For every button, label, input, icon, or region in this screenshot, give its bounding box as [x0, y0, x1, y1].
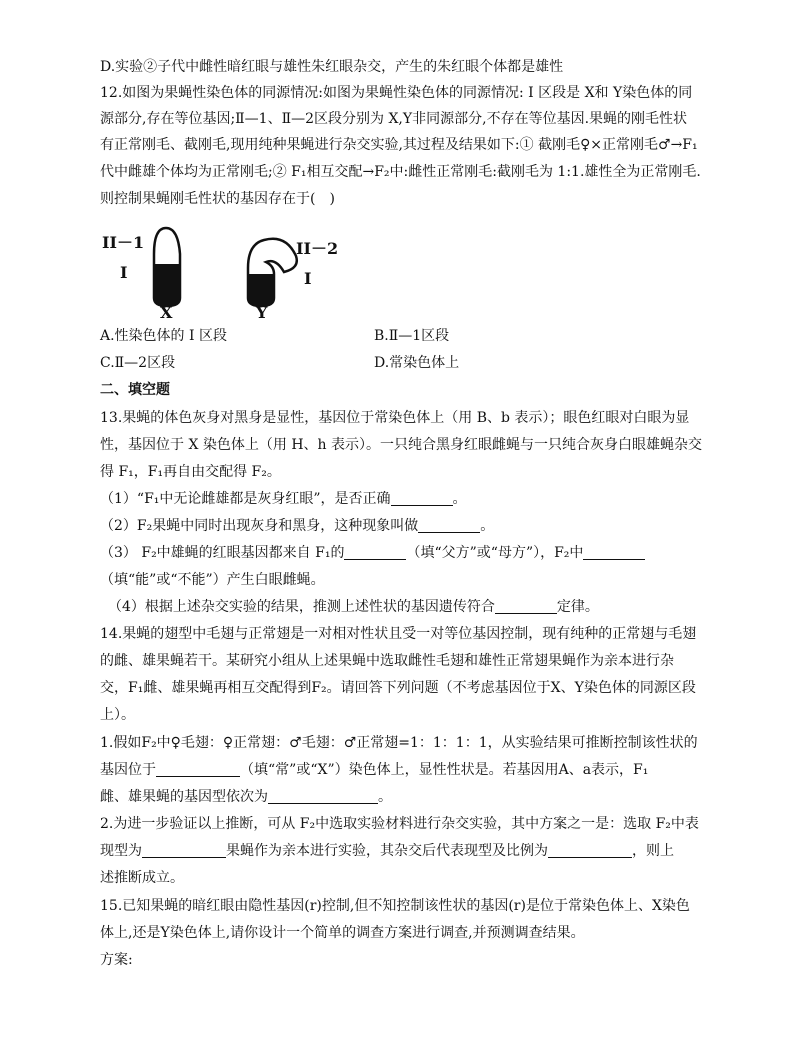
y-chromosome-label: Y	[256, 303, 268, 318]
q12-option-c: C.Ⅱ—2区段	[100, 355, 176, 371]
q14-line-2: 的雌、雄果蝇若干。某研究小组从上述果蝇中选取雌性毛翅和雄性正常翅果蝇作为亲本进行杂	[100, 653, 674, 669]
answer-blank[interactable]	[391, 491, 453, 506]
x-region-ii1-label: II－1	[102, 233, 145, 252]
q15-line-2: 体上,还是Y染色体上,请你设计一个简单的调查方案进行调查,并预测调查结果。	[100, 925, 585, 941]
q14-line-1: 14.果蝇的翅型中毛翅与正常翅是一对相对性状且受一对等位基因控制，现有纯种的正常翅与毛翅	[100, 626, 697, 642]
q14-sub1-line-2: 基因位于 （填“常”或“X”）染色体上，显性性状是。若基因用A、a表示，F₁	[100, 762, 649, 778]
q13-part-3-cont: （填“能”或“不能”）产生白眼雌蝇。	[100, 572, 325, 588]
y-region-i-label: I	[304, 269, 312, 288]
q13-line-3: 得 F₁，F₁再自由交配得 F₂。	[100, 464, 281, 480]
answer-blank[interactable]	[548, 843, 632, 858]
q12-line-2: 源部分,存在等位基因;Ⅱ—1、Ⅱ—2区段分别为 X,Y非同源部分,不存在等位基因.果蝇的刚毛性状	[100, 111, 688, 127]
q12-option-d: D.常染色体上	[374, 355, 460, 371]
answer-blank[interactable]	[495, 599, 557, 614]
q12-line-5: 则控制果蝇刚毛性状的基因存在于( )	[100, 191, 335, 207]
answer-blank[interactable]	[344, 545, 406, 560]
q14-sub2-line-1: 2.为进一步验证以上推断，可从 F₂中选取实验材料进行杂交实验，其中方案之一是：选取 F₂中表	[100, 816, 699, 832]
y-region-ii2-label: II－2	[296, 239, 339, 258]
q13-part-2: （2）F₂果蝇中同时出现灰身和黑身，这种现象叫做 。	[100, 518, 495, 534]
q13-line-2: 性，基因位于 X 染色体上（用 H、h 表示）。一只纯合黑身红眼雌蝇与一只纯合灰身白眼雄蝇杂交	[100, 437, 702, 453]
q12-option-b: B.Ⅱ—1区段	[374, 328, 450, 344]
q15-scheme-label: 方案:	[100, 952, 133, 968]
answer-blank[interactable]	[268, 789, 378, 804]
q14-sub1-line-1: 1.假如F₂中♀毛翅：♀正常翅：♂毛翅：♂正常翅=1：1：1：1，从实验结果可推断控制该性状的	[100, 735, 698, 751]
q14-sub2-line-3: 述推断成立。	[100, 870, 184, 886]
answer-blank[interactable]	[418, 518, 480, 533]
sex-chromosome-figure	[100, 226, 340, 318]
answer-blank[interactable]	[583, 545, 645, 560]
q12-line-1: 12.如图为果蝇性染色体的同源情况:如图为果蝇性染色体的同源情况: I 区段是 X和 Y染色体的同	[100, 85, 693, 101]
q13-line-1: 13.果蝇的体色灰身对黑身是显性，基因位于常染色体上（用 B、b 表示）；眼色红眼对白眼为显	[100, 410, 690, 426]
q12-option-a: A.性染色体的 I 区段	[100, 328, 227, 344]
q12-line-4: 代中雌雄个体均为正常刚毛;② F₁相互交配→F₂中:雌性正常刚毛:截刚毛为 1:1.雄性全为正常刚毛.	[100, 164, 701, 180]
q12-line-3: 有正常刚毛、截刚毛,现用纯种果蝇进行杂交实验,其过程及结果如下:① 截刚毛♀×正常刚毛♂→F₁	[100, 137, 698, 153]
q13-part-3: （3） F₂中雄蝇的红眼基因都来自 F₁的 （填“父方”或“母方”），F₂中	[100, 544, 645, 562]
answer-blank[interactable]	[142, 843, 226, 858]
q11-option-d: D.实验②子代中雌性暗红眼与雄性朱红眼杂交，产生的朱红眼个体都是雄性	[100, 59, 564, 75]
section-title: 二、填空题	[100, 382, 170, 398]
x-region-i-label: I	[120, 263, 128, 282]
q14-sub2-line-2: 现型为 果蝇作为亲本进行实验，其杂交后代表现型及比例为 ，则上	[100, 843, 674, 859]
q14-line-3: 交，F₁雌、雄果蝇再相互交配得到F₂。请回答下列问题（不考虑基因位于X、Y染色体的同源区段	[100, 680, 696, 696]
q15-line-1: 15.已知果蝇的暗红眼由隐性基因(r)控制,但不知控制该性状的基因(r)是位于常染色体上、X染色	[100, 898, 690, 914]
q14-line-4: 上）。	[100, 707, 135, 723]
x-chromosome	[154, 228, 180, 306]
x-chromosome-label: X	[160, 303, 173, 318]
y-chromosome	[248, 239, 297, 306]
q14-sub1-line-3: 雌、雄果蝇的基因型依次为 。	[100, 789, 392, 805]
q13-part-1: （1）“F₁中无论雌雄都是灰身红眼”，是否正确 。	[100, 491, 467, 507]
answer-blank[interactable]	[156, 762, 240, 777]
q13-part-4: （4）根据上述杂交实验的结果，推测上述性状的基因遗传符合 定律。	[108, 599, 599, 615]
